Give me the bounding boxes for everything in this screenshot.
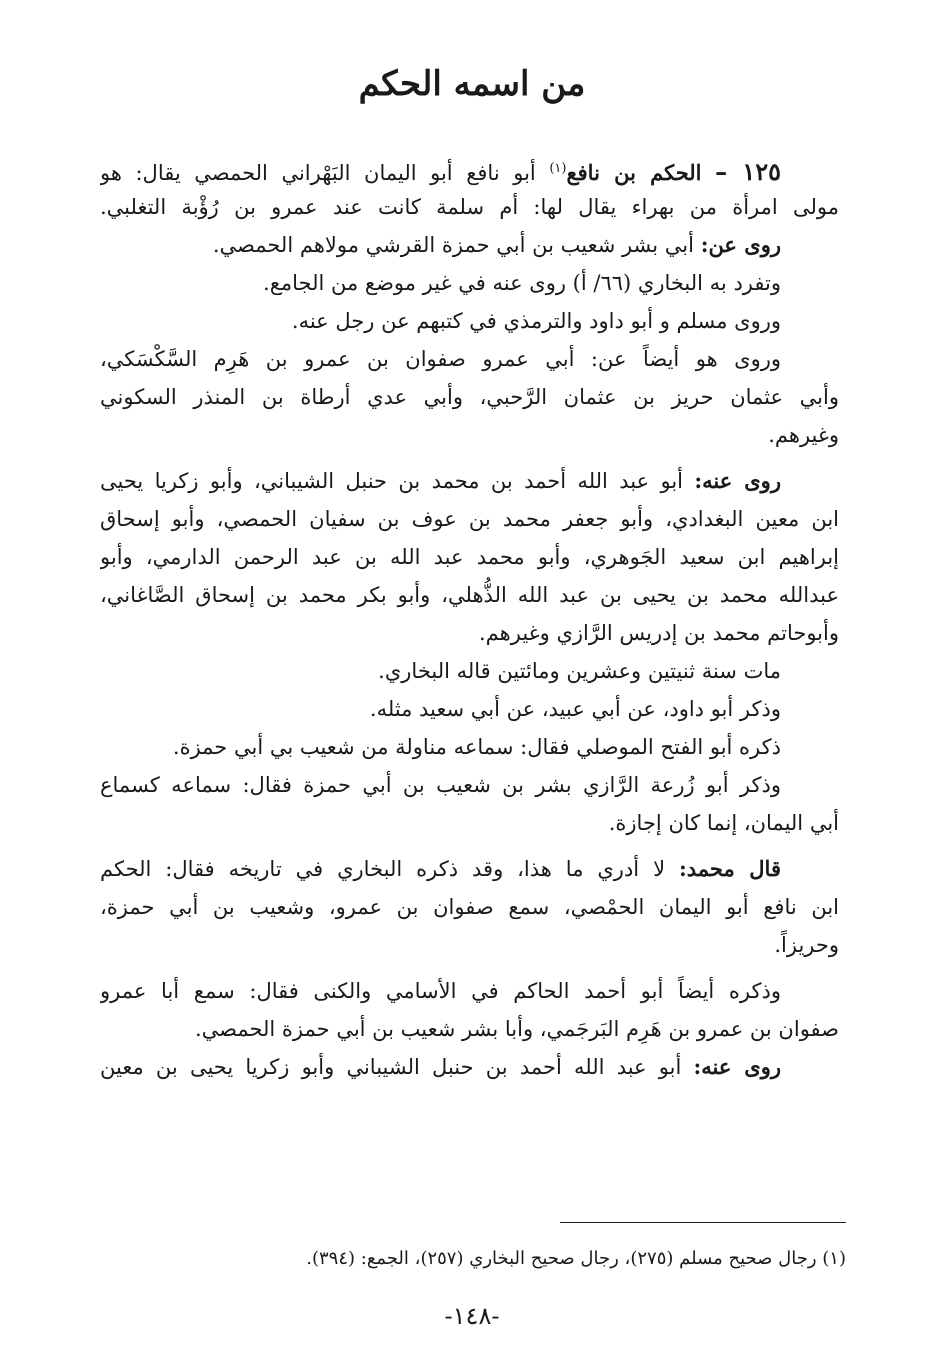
page-number: -١٤٨- [444, 1302, 500, 1330]
text-line: وحريزاً. [774, 933, 839, 957]
entry-first-line [100, 150, 839, 188]
text-line: وأبوحاتم محمد بن إدريس الرَّازي وغيرهم. [479, 621, 839, 645]
line-text: أبو عبد الله أحمد بن محمد بن حنبل الشيباني، وأبو زكريا يحيى [100, 469, 684, 493]
text-line [100, 850, 839, 888]
text-line [100, 462, 839, 500]
footnote-ref: (١) [549, 161, 567, 176]
text-line: ابن نافع أبو اليمان الحمْصي، سمع صفوان بن عمرو، وشعيب بن أبي حمزة، [100, 895, 839, 919]
line-label: روى عنه: [693, 1054, 781, 1079]
line-label: روى عنه: [694, 468, 781, 493]
section-heading: من اسمه الحكم [358, 64, 586, 104]
entry-name: الحكم بن نافع [566, 160, 702, 185]
line-text: أبو عبد الله أحمد بن حنبل الشيباني وأبو زكريا يحيى بن معين [100, 1055, 682, 1079]
text-line: ذكره أبو الفتح الموصلي فقال: سماعه مناولة من شعيب بي أبي حمزة. [172, 735, 781, 759]
text-line [100, 1048, 839, 1086]
line-label: قال محمد: [679, 856, 781, 881]
text-line: وروى مسلم و أبو داود والترمذي في كتبهم عن رجل عنه. [291, 309, 781, 333]
footnote: (١) رجال صحيح مسلم (٢٧٥)، رجال صحيح البخاري (٢٥٧)، الجمع: (٣٩٤). [306, 1248, 846, 1269]
text-line: إبراهيم ابن سعيد الجَوهري، وأبو محمد عبد الله بن عبد الرحمن الدارمي، وأبو [100, 545, 839, 569]
text-line: عبدالله محمد بن يحيى بن عبد الله الذُّهلي، وأبو بكر محمد بن إسحاق الصَّاغاني، [100, 583, 839, 607]
text-line: وتفرد به البخاري (٦٦/ أ) روى عنه في غير موضع من الجامع. [263, 271, 781, 295]
text-line: مولى امرأة من بهراء يقال لها: أم سلمة كانت عند عمرو بن رُؤْبة التغلبي. [100, 195, 839, 219]
text-line: ابن معين البغدادي، وأبو جعفر محمد بن عوف بن سفيان الحمصي، وأبو إسحاق [100, 507, 839, 531]
text-line: وذكر أبو داود، عن أبي عبيد، عن أبي سعيد مثله. [369, 697, 781, 721]
text-body [100, 150, 839, 1086]
text-line: وأبي عثمان حريز بن عثمان الرَّحبي، وأبي عدي أرطاة بن المنذر السكوني [100, 385, 839, 409]
line-label: روى عن: [700, 232, 781, 257]
entry-line-rest: أبو نافع أبو اليمان البَهْراني الحمصي يقال: هو [100, 161, 536, 185]
text-line: وذكره أيضاً أبو أحمد الحاكم في الأسامي والكنى فقال: سمع أبا عمرو [100, 979, 781, 1003]
line-text: أبي بشر شعيب بن أبي حمزة القرشي مولاهم الحمصي. [212, 233, 694, 257]
text-line: وروى هو أيضاً عن: أبي عمرو صفوان بن عمرو بن هَرِم السَّكْسَكي، [100, 347, 781, 371]
text-line: صفوان بن عمرو بن هَرِم البَرجَمي، وأبا بشر شعيب بن أبي حمزة الحمصي. [194, 1017, 839, 1041]
footnote-divider [560, 1222, 846, 1223]
line-text: لا أدري ما هذا، وقد ذكره البخاري في تاريخه فقال: الحكم [100, 857, 666, 881]
text-line: وذكر أبو زُرعة الرَّازي بشر بن شعيب بن أبي حمزة فقال: سماعه كسماع [100, 773, 781, 797]
entry-number: ١٢٥ – [715, 157, 781, 186]
text-line: أبي اليمان، إنما كان إجازة. [608, 811, 839, 835]
text-line: وغيرهم. [768, 423, 839, 447]
text-line: مات سنة ثنيتين وعشرين ومائتين قاله البخاري. [378, 659, 781, 683]
text-line [100, 226, 839, 264]
